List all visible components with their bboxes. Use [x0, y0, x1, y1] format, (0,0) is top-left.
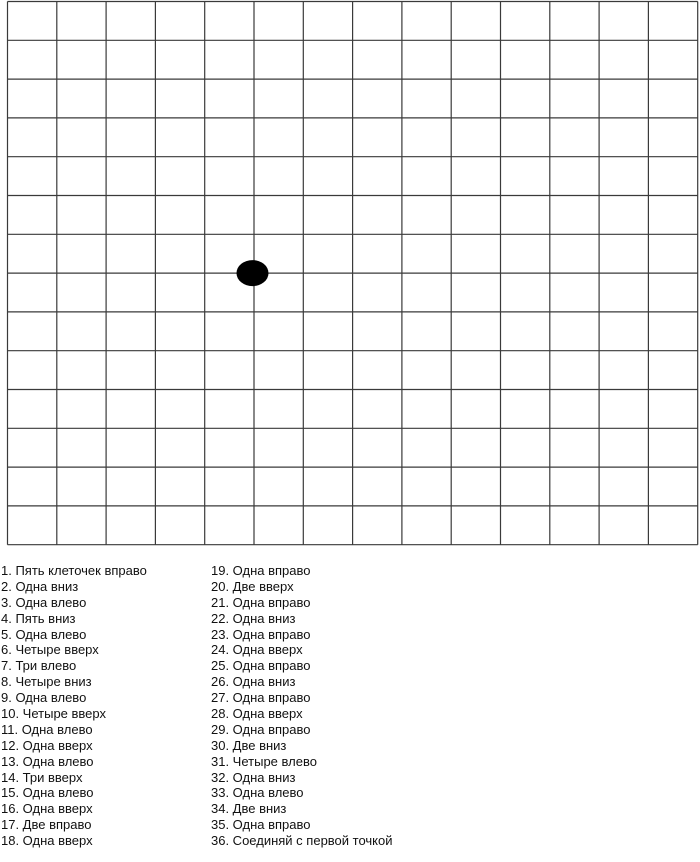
instruction-step: 17. Две вправо: [1, 817, 92, 833]
instruction-step: 9. Одна влево: [1, 690, 87, 706]
instructions-list: [0, 563, 700, 855]
instruction-step: 1. Пять клеточек вправо: [1, 563, 147, 578]
instruction-step: 14. Три вверх: [1, 769, 83, 785]
instruction-step: 19. Одна вправо: [211, 563, 311, 578]
instruction-step: 12. Одна вверх: [1, 737, 93, 753]
instruction-step: 3. Одна влево: [1, 594, 87, 610]
instruction-step: 27. Одна вправо: [211, 690, 311, 706]
instruction-step: 32. Одна вниз: [211, 769, 296, 785]
instruction-step: 16. Одна вверх: [1, 801, 93, 817]
instruction-step: 25. Одна вправо: [211, 658, 311, 674]
instructions-column-left: [1, 563, 147, 849]
instruction-step: 7. Три влево: [1, 658, 77, 674]
instruction-step: 8. Четыре вниз: [1, 674, 92, 690]
instruction-step: 31. Четыре влево: [211, 753, 317, 769]
instruction-step: 24. Одна вверх: [211, 642, 303, 658]
instruction-step: 13. Одна влево: [1, 753, 94, 769]
instruction-step: 29. Одна вправо: [211, 721, 311, 737]
instruction-step: 15. Одна влево: [1, 785, 94, 801]
instruction-step: 22. Одна вниз: [211, 610, 296, 626]
instruction-step: 21. Одна вправо: [211, 594, 311, 610]
instruction-step: 2. Одна вниз: [1, 578, 79, 594]
instruction-step: 34. Две вниз: [211, 801, 287, 817]
instruction-step: 11. Одна влево: [1, 721, 93, 737]
instruction-step: 4. Пять вниз: [1, 610, 76, 626]
instruction-step: 33. Одна влево: [211, 785, 304, 801]
instruction-step: 28. Одна вверх: [211, 706, 303, 722]
instruction-step: 18. Одна вверх: [1, 833, 93, 849]
instruction-step: 5. Одна влево: [1, 626, 87, 642]
instruction-step: 20. Две вверх: [211, 578, 294, 594]
instruction-step: 30. Две вниз: [211, 737, 287, 753]
start-point-dot: [237, 260, 269, 286]
instructions-column-right: [211, 563, 393, 849]
instruction-step: 26. Одна вниз: [211, 674, 296, 690]
instruction-step: 36. Соединяй с первой точкой: [211, 833, 393, 849]
instruction-step: 35. Одна вправо: [211, 817, 311, 833]
instruction-step: 23. Одна вправо: [211, 626, 311, 642]
instruction-step: 10. Четыре вверх: [1, 706, 106, 722]
instruction-step: 6. Четыре вверх: [1, 642, 99, 658]
